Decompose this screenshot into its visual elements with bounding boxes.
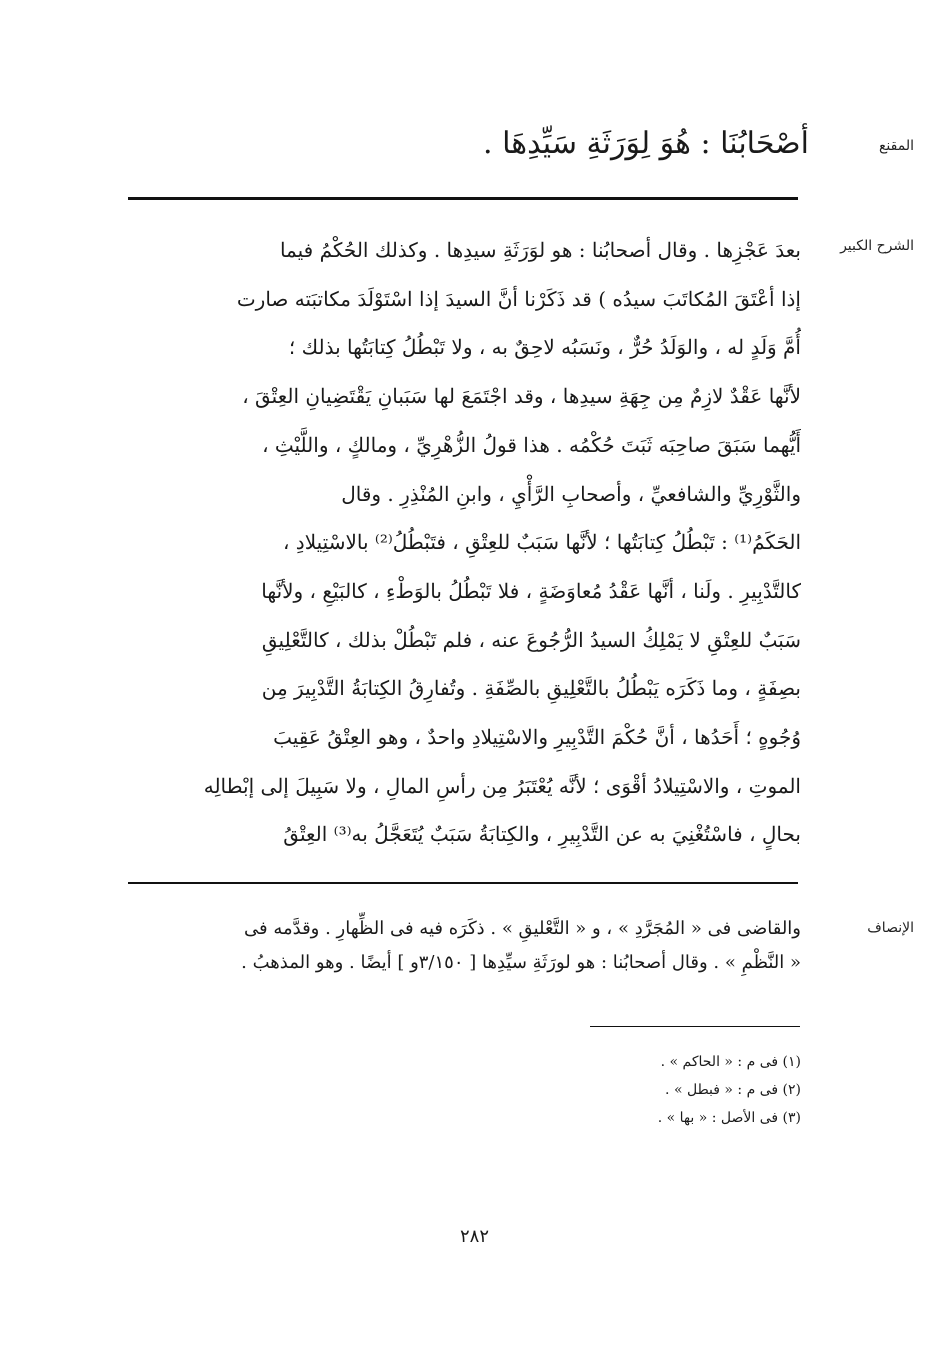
insaf-line: والقاضى فى « المُجَرَّدِ » ، و « التَّعْليقِ » . ذكَرَه فيه فى الظِّهارِ . وقدَّمه فى [244, 918, 801, 939]
sharh-line: أَيُّهما سَبَقَ صاحِبَه ثَبَتَ حُكْمُه . هذا قولُ الزُّهْرِيِّ ، ومالكٍ ، واللَّيْثِ ، [262, 432, 801, 457]
sharh-line: الحَكَمُ⁽¹⁾ : تَبْطُلُ كِتابَتُها ؛ لأنَّها سَبَبٌ للعِتْقِ ، فتَبْطُلُ⁽²⁾ بالاسْتِيلادِ ، [282, 530, 801, 555]
sharh-text [131, 226, 801, 859]
sharh-line: بعدَ عَجْزِها . وقال أصحابُنا : هو لوَرَثَةِ سيدِها . وكذلك الحُكْمُ فيما [279, 238, 801, 262]
muqni-section-label: المقنع [878, 138, 914, 154]
sharh-line: أُمَّ وَلَدٍ له ، والوَلَدُ حُرٌّ ، ونَسَبُه لاحِقٌ به ، ولا تَبْطُلُ كِتابَتُها بذلك ؛ [288, 335, 801, 360]
sharh-line: لأنَّها عَقْدٌ لازِمٌ مِن جِهَةِ سيدِها ، وقد اجْتَمَعَ لها سَبَبانِ يَقْتَضِيانِ العِتْقَ ، [242, 384, 801, 409]
muqni-text [129, 122, 809, 166]
section-divider [128, 197, 798, 200]
sharh-line: إذا أعْتَقَ المُكاتَبَ سيدُه ) قد ذَكَرْنا أنَّ السيدَ إذا اسْتَوْلَدَ مكاتبَته صارت [236, 286, 801, 311]
sharh-line: بصِفَةٍ ، وما ذَكَرَه يَبْطُلُ بالتَّعْلِيقِ بالصِّفَةِ . وتُفارِقُ الكِتابَةُ التَّدْبِيرَ مِن [261, 676, 801, 701]
insaf-text [131, 912, 801, 980]
insaf-section-label: الإنصاف [867, 920, 914, 936]
insaf-line: « النَّظْمِ » . وقال أصحابُنا : هو لورَثَةِ سيِّدِها [ ٣/١٥٠و ] أيضًا . وهو المذهبُ . [241, 952, 801, 973]
section-divider [128, 882, 798, 884]
sharh-section-label: الشرح الكبير [840, 238, 914, 254]
footnotes [501, 1048, 801, 1132]
sharh-line: والثَّوْرِيِّ والشافعيِّ ، وأصحابِ الرَّأْيِ ، وابنِ المُنْذِرِ . وقال [341, 481, 801, 506]
sharh-line: كالتَّدْبِيرِ . ولَنا ، أنَّها عَقْدُ مُعاوَضَةٍ ، فلا تَبْطُلُ بالوَطْءِ ، كالبَيْعِ ، ولأنَّها [261, 578, 801, 603]
footnote-divider [590, 1026, 800, 1027]
footnote: (٢) فى م : « فبطل » . [665, 1082, 801, 1098]
footnote: (١) فى م : « الحاكم » . [660, 1054, 801, 1070]
muqni-line: أَصْحَابُنَا : هُوَ لِوَرَثَةِ سَيِّدِهَا . [483, 126, 809, 161]
footnote: (٣) فى الأصل : « بها » . [657, 1110, 801, 1126]
sharh-line: سَبَبٌ للعِتْقِ لا يَمْلِكُ السيدُ الرُّجُوعَ عنه ، فلم تَبْطُلْ بذلك ، كالتَّعْلِيقِ [261, 627, 801, 652]
sharh-line: وُجُوهٍ ؛ أَحَدُها ، أنَّ حُكْمَ التَّدْبِيرِ والاسْتِيلادِ واحدٌ ، وهو العِتْقُ عَقِيبَ [273, 725, 801, 750]
sharh-line: الموتِ ، والاسْتِيلادُ أقْوَى ؛ لأنَّه يُعْتَبَرُ مِن رأسِ المالِ ، ولا سَبِيلَ إلى إبْطالِه [203, 773, 801, 798]
page-number: ٢٨٢ [459, 1226, 489, 1247]
sharh-line: بحالٍ ، فاسْتُغْنِيَ به عن التَّدْبِيرِ ، والكِتابَةُ سَبَبٌ يُتَعَجَّلُ به⁽³⁾ العِتْقُ [283, 822, 801, 847]
